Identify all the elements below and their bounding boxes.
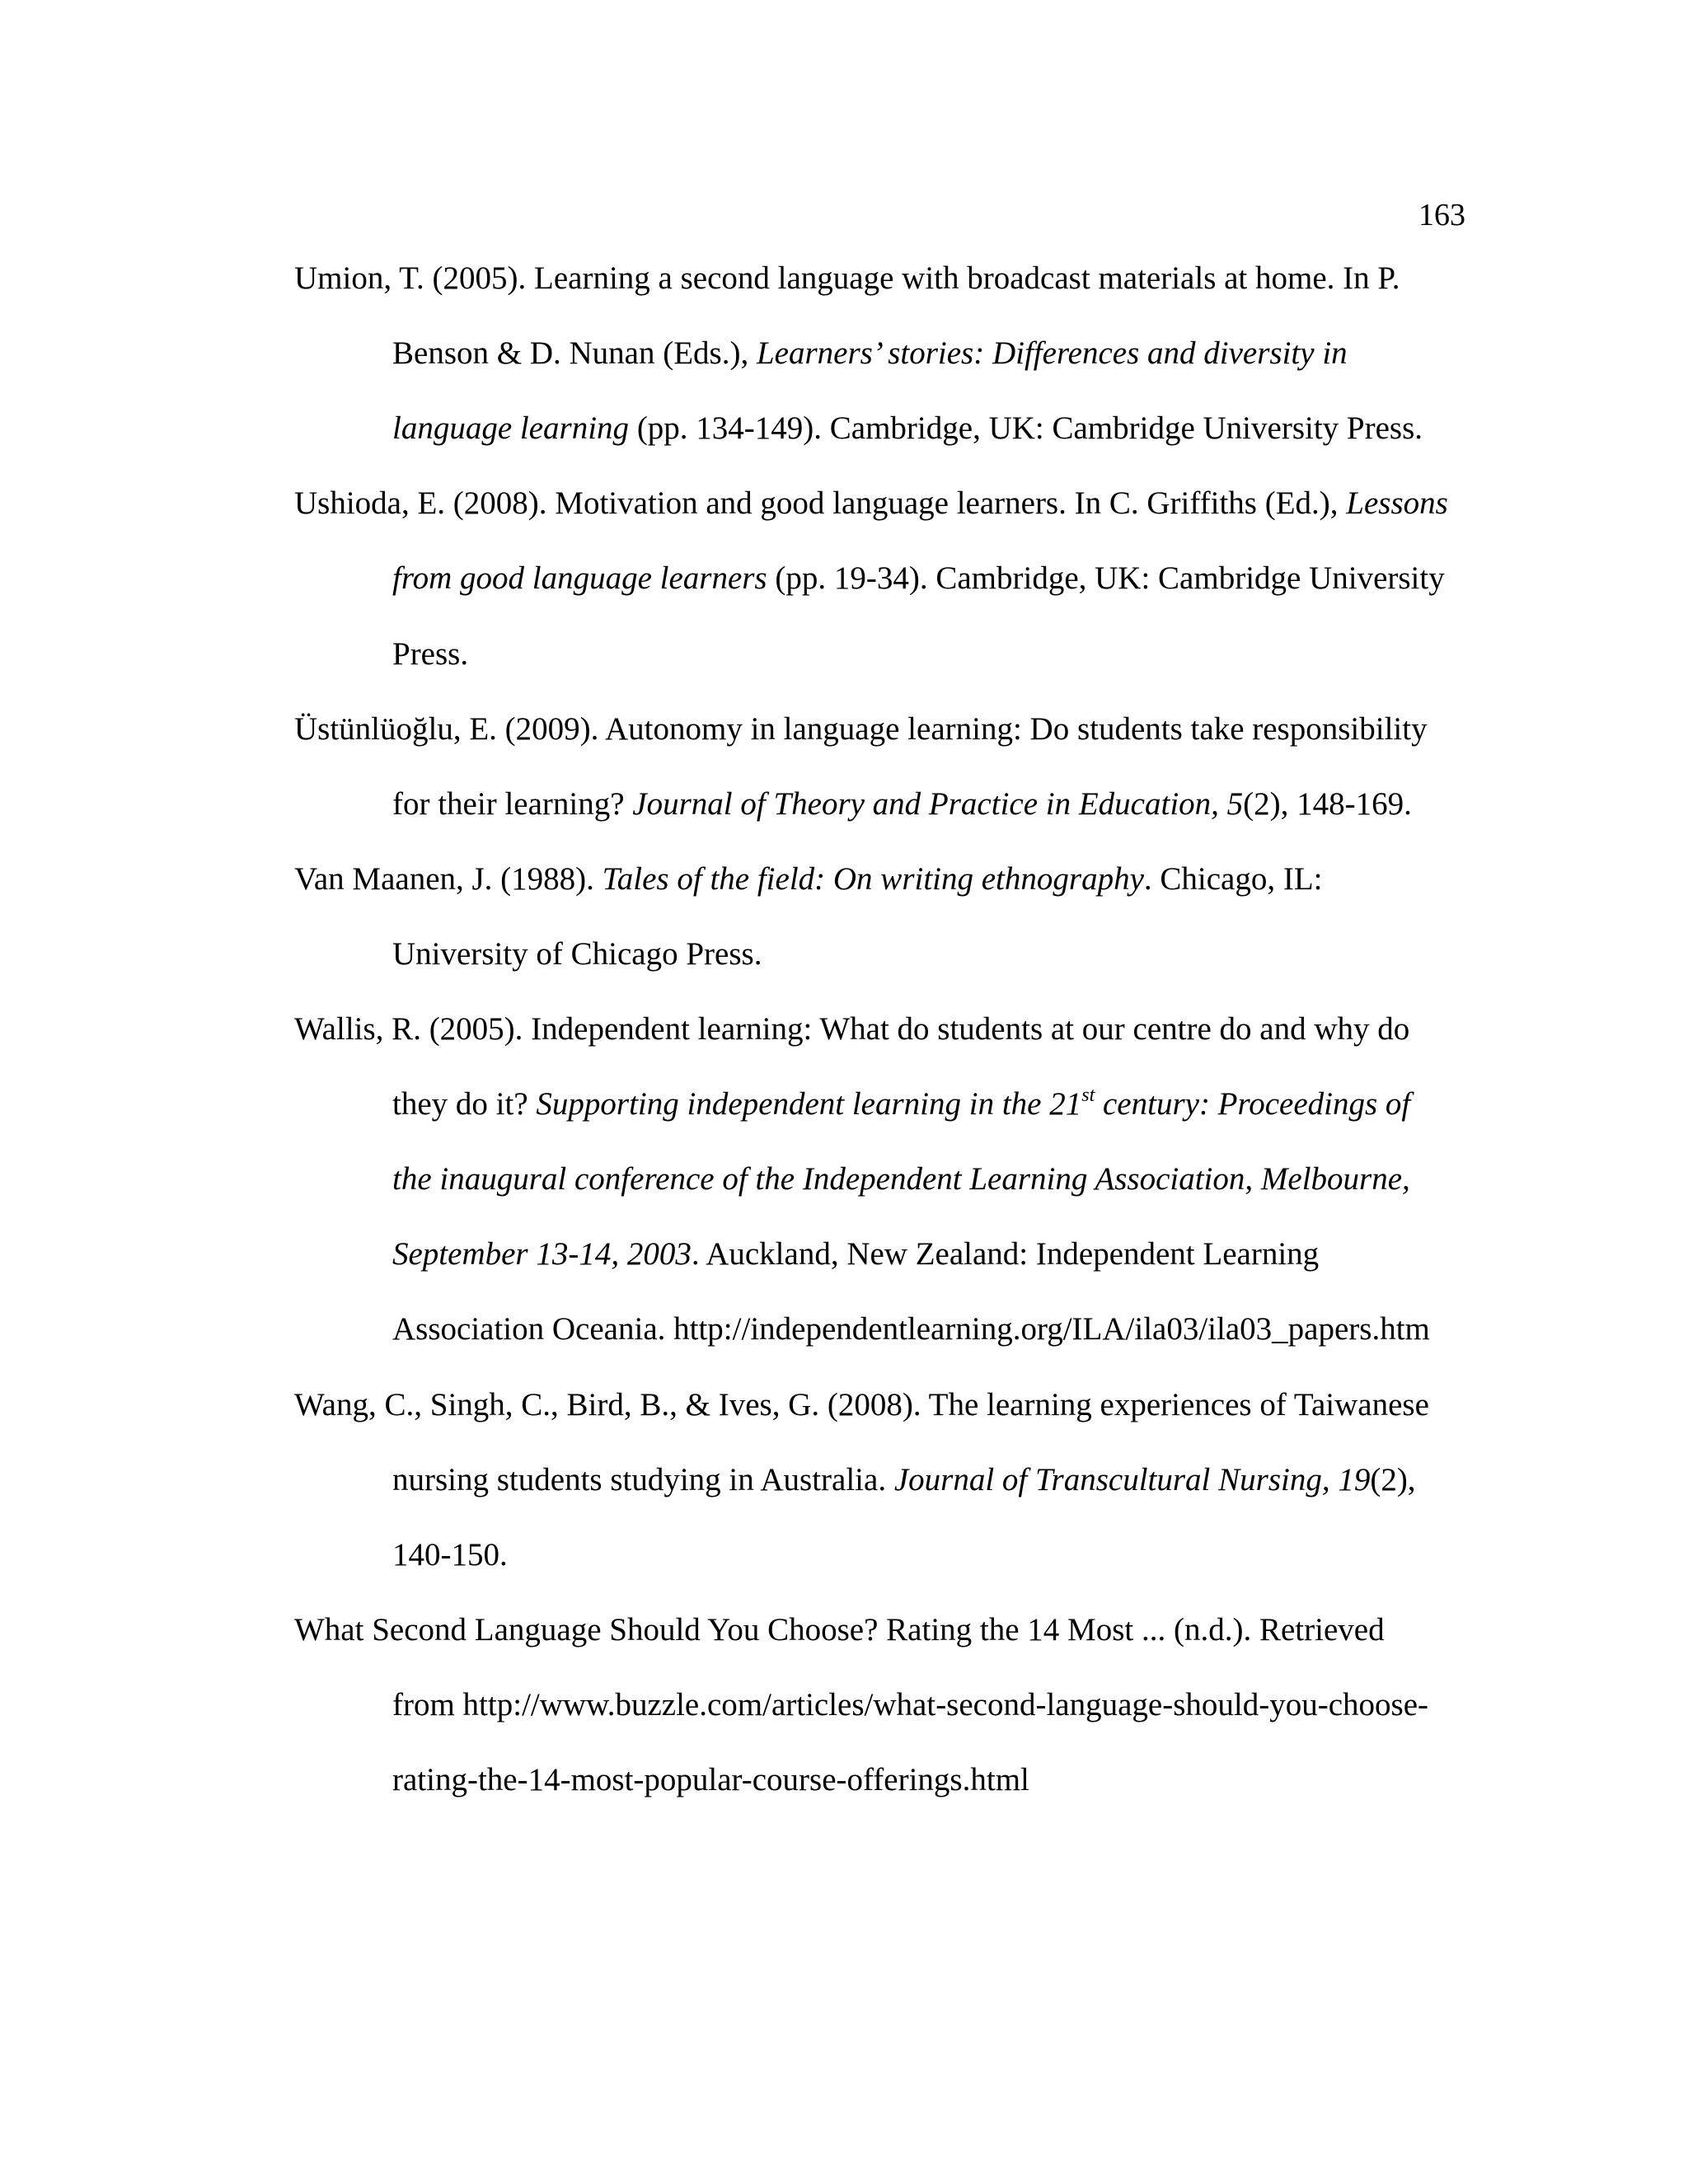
text-segment: Üstünlüoğlu, E. (2009). Autonomy in language learning: Do students take responsibility xyxy=(294,710,1428,747)
italic-text: Supporting independent learning in the 21 xyxy=(536,1086,1082,1122)
text-segment: nursing students studying in Australia. xyxy=(392,1461,894,1497)
text-segment: Wallis, R. (2005). Independent learning: What do students at our centre do and why do xyxy=(294,1011,1410,1047)
reference-line xyxy=(392,1159,1410,1200)
reference-line xyxy=(392,558,1445,599)
reference-line xyxy=(392,1309,1430,1350)
text-segment: Association Oceania. http://independentlearning.org/ILA/ila03/ila03_papers.htm xyxy=(392,1311,1430,1347)
text-segment: they do it? xyxy=(392,1086,537,1122)
text-segment: Van Maanen, J. (1988). xyxy=(294,860,603,897)
superscript-text: st xyxy=(1081,1085,1095,1107)
reference-line xyxy=(294,709,1428,750)
reference-line xyxy=(294,258,1400,299)
italic-text: Tales of the field: On writing ethnography xyxy=(602,860,1144,897)
text-segment: (2), 148-169. xyxy=(1243,785,1412,822)
text-segment: . Auckland, New Zealand: Independent Learning xyxy=(691,1236,1320,1272)
reference-line xyxy=(392,333,1348,374)
text-segment: . Chicago, IL: xyxy=(1143,860,1323,897)
reference-line xyxy=(392,934,762,975)
text-segment: University of Chicago Press. xyxy=(392,935,762,972)
reference-line xyxy=(392,784,1412,825)
text-segment: Benson & D. Nunan (Eds.), xyxy=(392,335,757,372)
italic-text: century: Proceedings of xyxy=(1095,1086,1411,1122)
reference-line xyxy=(294,1610,1385,1651)
italic-text: from good language learners xyxy=(392,560,767,597)
superscript xyxy=(1081,1085,1095,1106)
reference-line xyxy=(392,1535,508,1576)
italic-text: Journal of Theory and Practice in Education, 5 xyxy=(632,785,1244,822)
italic-text: Lessons xyxy=(1346,485,1448,522)
italic-text: September 13-14, 2003 xyxy=(392,1236,692,1272)
text-segment: What Second Language Should You Choose? Rating the 14 Most ... (n.d.). Retrieved xyxy=(294,1611,1385,1647)
text-segment: rating-the-14-most-popular-course-offerings.html xyxy=(392,1762,1029,1797)
text-segment: from http://www.buzzle.com/articles/what-second-language-should-you-choose- xyxy=(392,1686,1428,1722)
reference-line xyxy=(294,1009,1409,1050)
reference-line xyxy=(392,1760,1029,1801)
text-segment: (2), xyxy=(1370,1461,1416,1497)
text-segment: (pp. 134-149). Cambridge, UK: Cambridge University Press. xyxy=(629,410,1423,447)
reference-line xyxy=(294,1385,1429,1426)
italic-text: Learners’ stories: Differences and diversity in xyxy=(756,335,1348,372)
text-segment: 140-150. xyxy=(392,1536,508,1572)
reference-line xyxy=(392,1234,1319,1275)
reference-line xyxy=(392,1460,1416,1501)
reference-line xyxy=(392,1084,1410,1125)
reference-line xyxy=(294,483,1448,524)
text-segment: (pp. 19-34). Cambridge, UK: Cambridge University xyxy=(767,560,1445,597)
reference-line xyxy=(392,1685,1428,1726)
text-segment: Ushioda, E. (2008). Motivation and good language learners. In C. Griffiths (Ed.), xyxy=(294,485,1347,522)
text-segment: Wang, C., Singh, C., Bird, B., & Ives, G. (2008). The learning experiences of Taiwanese xyxy=(294,1386,1429,1422)
reference-line xyxy=(294,859,1323,900)
page-number: 163 xyxy=(1418,198,1465,232)
italic-text: language learning xyxy=(392,410,630,447)
italic-text: Journal of Transcultural Nursing, 19 xyxy=(893,1461,1371,1497)
text-segment: Press. xyxy=(392,635,469,672)
text-segment: Umion, T. (2005). Learning a second language with broadcast materials at home. In P. xyxy=(294,260,1400,296)
italic-text: the inaugural conference of the Independent Learning Association, Melbourne, xyxy=(392,1161,1410,1197)
reference-line xyxy=(392,634,468,675)
reference-line xyxy=(392,408,1423,449)
text-segment: for their learning? xyxy=(392,785,633,822)
